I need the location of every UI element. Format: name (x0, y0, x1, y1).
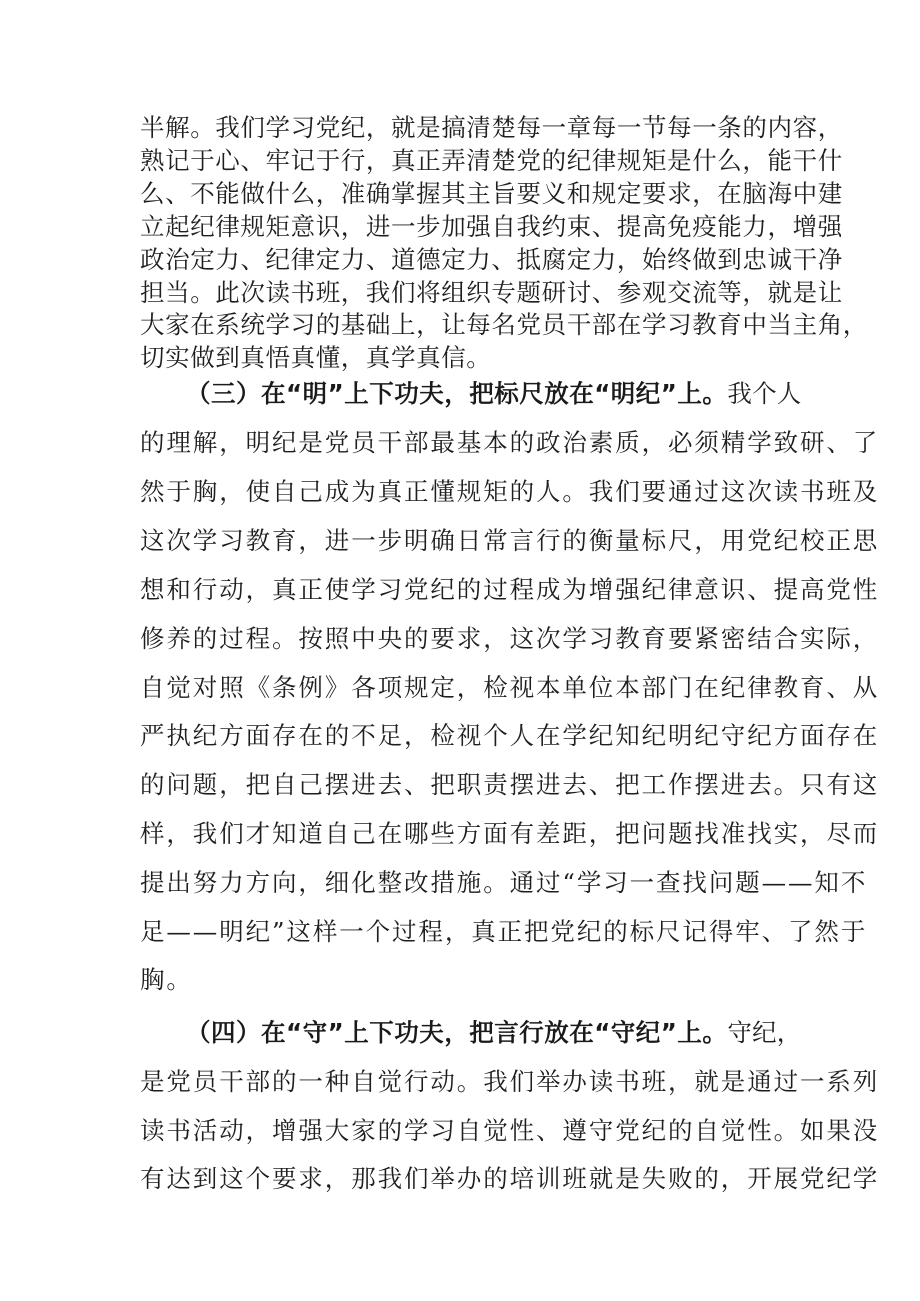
paragraph-line: 胸。 (140, 965, 193, 994)
paragraph-line: 的理解，明纪是党员干部最基本的政治素质，必须精学致研、了 (140, 428, 880, 457)
section-4-first-line (186, 1017, 802, 1049)
section-3-lead-text: 我个人 (727, 379, 802, 408)
paragraph-line: 修养的过程。按照中央的要求，这次学习教育要紧密结合实际， (140, 624, 880, 653)
paragraph-line: 足——明纪”这样一个过程，真正把党纪的标尺记得牢、了然于 (140, 917, 868, 946)
paragraph-line: 这次学习教育，进一步明确日常言行的衡量标尺，用党纪校正思 (140, 526, 880, 555)
paragraph-line: 自觉对照《条例》各项规定，检视本单位本部门在纪律教育、从 (140, 673, 880, 702)
paragraph-line: 严执纪方面存在的不足，检视个人在学纪知纪明纪守纪方面存在 (140, 721, 880, 750)
paragraph-line: 么、不能做什么，准确掌握其主旨要义和规定要求，在脑海中建 (140, 179, 843, 208)
paragraph-line: 读书活动，增强大家的学习自觉性、遵守党纪的自觉性。如果没 (140, 1116, 880, 1145)
paragraph-line: 熟记于心、牢记于行，真正弄清楚党的纪律规矩是什么，能干什 (140, 146, 843, 175)
paragraph-line: 的问题，把自己摆进去、把职责摆进去、把工作摆进去。只有这 (140, 770, 880, 799)
section-3-heading: （三）在“明”上下功夫，把标尺放在“明纪”上。 (186, 379, 728, 408)
paragraph-line: 样，我们才知道自己在哪些方面有差距，把问题找准找实，尽而 (140, 819, 880, 848)
paragraph-line: 是党员干部的一种自觉行动。我们举办读书班，就是通过一系列 (140, 1067, 880, 1096)
paragraph-line: 担当。此次读书班，我们将组织专题研讨、参观交流等，就是让 (140, 278, 843, 307)
paragraph-line: 然于胸，使自己成为真正懂规矩的人。我们要通过这次读书班及 (140, 477, 880, 506)
paragraph-line: 想和行动，真正使学习党纪的过程成为增强纪律意识、提高党性 (140, 575, 880, 604)
paragraph-line: 提出努力方向，细化整改措施。通过“学习一查找问题——知不 (140, 868, 868, 897)
paragraph-line: 大家在系统学习的基础上，让每名党员干部在学习教育中当主角， (140, 310, 868, 339)
paragraph-line: 切实做到真悟真懂，真学真信。 (140, 343, 492, 372)
section-3-first-line (186, 378, 802, 410)
paragraph-line: 有达到这个要求，那我们举办的培训班就是失败的，开展党纪学 (140, 1164, 880, 1193)
paragraph-line: 立起纪律规矩意识，进一步加强自我约束、提高免疫能力，增强 (140, 212, 843, 241)
section-4-heading: （四）在“守”上下功夫，把言行放在“守纪”上。 (186, 1018, 728, 1047)
paragraph-line: 政治定力、纪律定力、道德定力、抵腐定力，始终做到忠诚干净 (140, 245, 843, 274)
paragraph-line: 半解。我们学习党纪，就是搞清楚每一章每一节每一条的内容， (140, 113, 843, 142)
section-4-lead-text: 守纪， (727, 1018, 802, 1047)
